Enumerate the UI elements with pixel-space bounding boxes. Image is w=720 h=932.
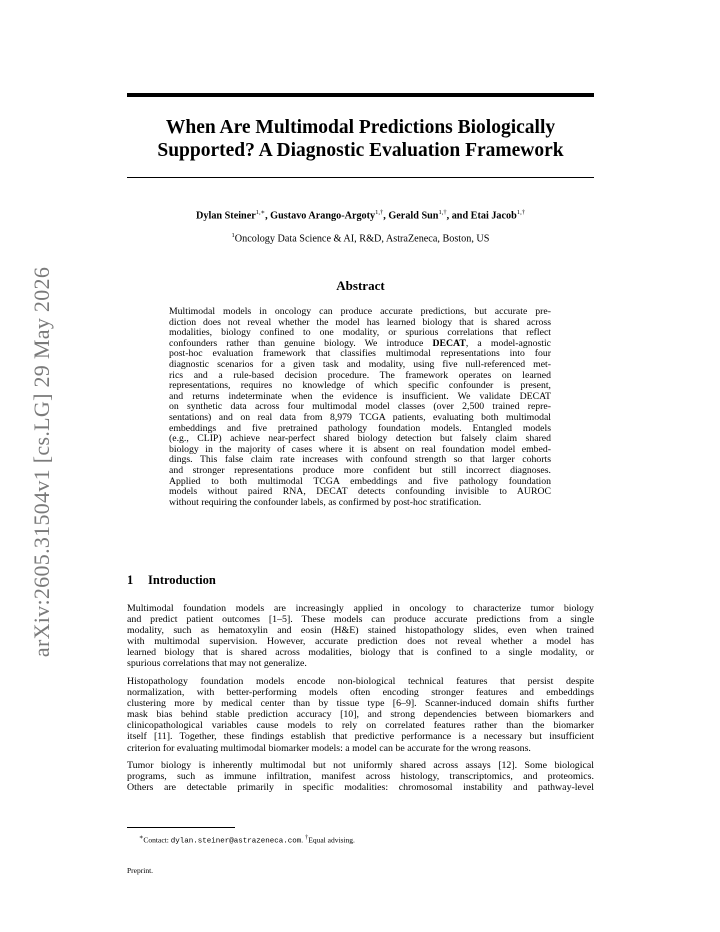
paragraph-line: clustering more by medical center than by tissue type [6–9]. Scanner-induced domain shifts further xyxy=(127,698,594,710)
paragraph-line: mask bias behind stable prediction accuracy [10], and strong dependencies between biomarkers and xyxy=(127,709,594,721)
author-affil-mark: 1,† xyxy=(375,209,384,216)
abstract-line: representations, requires no knowledge of which specific confounder is present, xyxy=(169,380,551,392)
section-title: Introduction xyxy=(148,573,216,587)
abstract-line: Multimodal models in oncology can produce accurate predictions, but accurate pre- xyxy=(169,306,551,317)
author-conjunction: , and xyxy=(446,210,471,222)
author-affil-mark: 1,† xyxy=(438,209,447,216)
author-name: Gustavo Arango-Argoty xyxy=(270,210,376,222)
arxiv-identifier: arXiv:2605.31504v1 [cs.LG] 29 May 2026 xyxy=(29,266,54,658)
paragraph-line: Histopathology foundation models encode non-biological technical features that persist despite xyxy=(127,676,594,687)
title-top-rule xyxy=(127,93,594,97)
paragraph-line: normalization, with better-performing models often encoding stronger features and embeddings xyxy=(127,687,594,699)
paragraph-line: spurious correlations that may not generalize. xyxy=(127,658,307,670)
intro-paragraph-2 xyxy=(127,676,594,754)
preprint-label: Preprint. xyxy=(127,866,154,875)
abstract-line: modalities, biology confined to one modality, or spurious correlations that reflect xyxy=(169,327,551,339)
affiliation-mark: 1 xyxy=(231,232,235,239)
abstract-line: and stronger representations produce more confident but still incorrect diagnoses. xyxy=(169,464,551,476)
paragraph-line: modality, such as hematoxylin and eosin (H&E) stained histopathology slides, even when trained xyxy=(127,625,594,637)
intro-paragraph-3 xyxy=(127,760,594,793)
section-number: 1 xyxy=(127,573,134,587)
title-bottom-rule xyxy=(127,177,594,178)
footnote-rule xyxy=(127,827,235,828)
paragraph-line: programs, such as immune infiltration, manifest across histology, transcriptomics, and proteomics. xyxy=(127,771,594,783)
title-line-2: Supported? A Diagnostic Evaluation Framework xyxy=(157,140,564,161)
affiliation xyxy=(127,232,594,244)
author-name: Dylan Steiner xyxy=(196,210,256,222)
paragraph-line: learned biology that is shared across modalities, biology that is confined to a single modality, or xyxy=(127,647,594,659)
title-line-1: When Are Multimodal Predictions Biologically xyxy=(165,117,556,138)
decat-name: DECAT xyxy=(432,337,466,349)
affiliation-text: Oncology Data Science & AI, R&D, AstraZeneca, Boston, US xyxy=(234,233,490,245)
abstract-line: post-hoc evaluation framework that classifies multimodal representations into four xyxy=(169,348,551,360)
abstract-line: Applied to both multimodal TCGA embeddings and five pathology foundation xyxy=(169,475,551,487)
author-name: Gerald Sun xyxy=(388,210,439,222)
abstract-line: on synthetic data across four multimodal model classes (over 2,500 trained repre- xyxy=(169,401,551,413)
abstract-line: rics and a rule-based decision procedure. The framework operates on learned xyxy=(169,369,551,381)
paragraph-line: and predict patient outcomes [1–5]. These models can produce accurate predictions from a single xyxy=(127,614,594,626)
abstract-line: diction does not reveal whether the model has learned biology that is shared across xyxy=(169,316,551,328)
abstract-line: embeddings and five pretrained pathology foundation models. Entangled models xyxy=(169,422,551,434)
author-affil-mark: 1,† xyxy=(516,209,525,216)
abstract-heading: Abstract xyxy=(336,278,385,293)
paragraph-line: criterion for evaluating multimodal biomarker models: a model can be accurate for the wrong reasons. xyxy=(127,742,531,754)
paragraph-line: clinicopathological variables cause models to rely on correlated features rather than the biomarker xyxy=(127,720,594,732)
abstract-body xyxy=(169,307,551,508)
contact-email: dylan.steiner@astrazeneca.com xyxy=(170,837,302,846)
author-list: Dylan Steiner$^{1,∗}$, Gustavo Arango-Argoty$^{1,\dagger}$, Gerald Sun$^{1,\dagger}$, and Etai Jacob$^{1,\dagger}$ xyxy=(196,209,525,222)
abstract-line: (e.g., CLIP) achieve near-perfect shared biology detection but falsely claim shared xyxy=(169,433,551,445)
arxiv-stamp-column xyxy=(0,0,60,932)
intro-paragraph-1 xyxy=(127,603,594,670)
abstract-line: models without paired RNA, DECAT detects confounding invisible to AUROC xyxy=(169,486,551,498)
paragraph-line: Tumor biology is inherently multimodal but not uniformly shared across assays [12]. Some biological xyxy=(127,760,594,771)
paragraph-line: Multimodal foundation models are increasingly applied in oncology to characterize tumor biology xyxy=(127,603,594,614)
footnote-star: ∗ xyxy=(139,834,144,841)
abstract-line: dings. This false claim rate increases with confound strength so that larger cohorts xyxy=(169,454,551,466)
abstract-line: biology in the majority of cases where it is absent on real foundation model embed- xyxy=(169,443,551,455)
abstract-line: sentations) and on real data from 8,979 TCGA patients, evaluating both multimodal xyxy=(169,411,551,423)
abstract-line: diagnostic scenarios for a given task and modality, using five null-referenced met- xyxy=(169,358,551,370)
paragraph-line: with multimodal supervision. However, accurate prediction does not reveal whether a model has xyxy=(127,636,594,648)
footnote: ∗Contact: dylan.steiner@astrazeneca.com. †Equal advising. xyxy=(139,834,355,846)
paragraph-line: itself [11]. Together, these findings establish that predictive performance is a necessary but insufficient xyxy=(127,731,594,743)
paper-title xyxy=(127,116,594,162)
abstract-line-decat: confounders rather than genuine biology. We introduce DECAT, a model-agnostic xyxy=(169,337,551,349)
section-heading xyxy=(127,573,216,588)
paragraph-line: Others are detectable primarily in specific modalities: chromosomal instability and pathway-level xyxy=(127,782,594,794)
abstract-line: without requiring the confounder labels, as confirmed by post-hoc stratification. xyxy=(169,496,482,508)
author-affil-mark: 1,∗ xyxy=(255,209,266,216)
abstract-line: and returns indeterminate when the evidence is insufficient. We validate DECAT xyxy=(169,390,551,402)
footnote-dagger: † xyxy=(305,834,309,841)
author-name: Etai Jacob xyxy=(470,210,517,222)
